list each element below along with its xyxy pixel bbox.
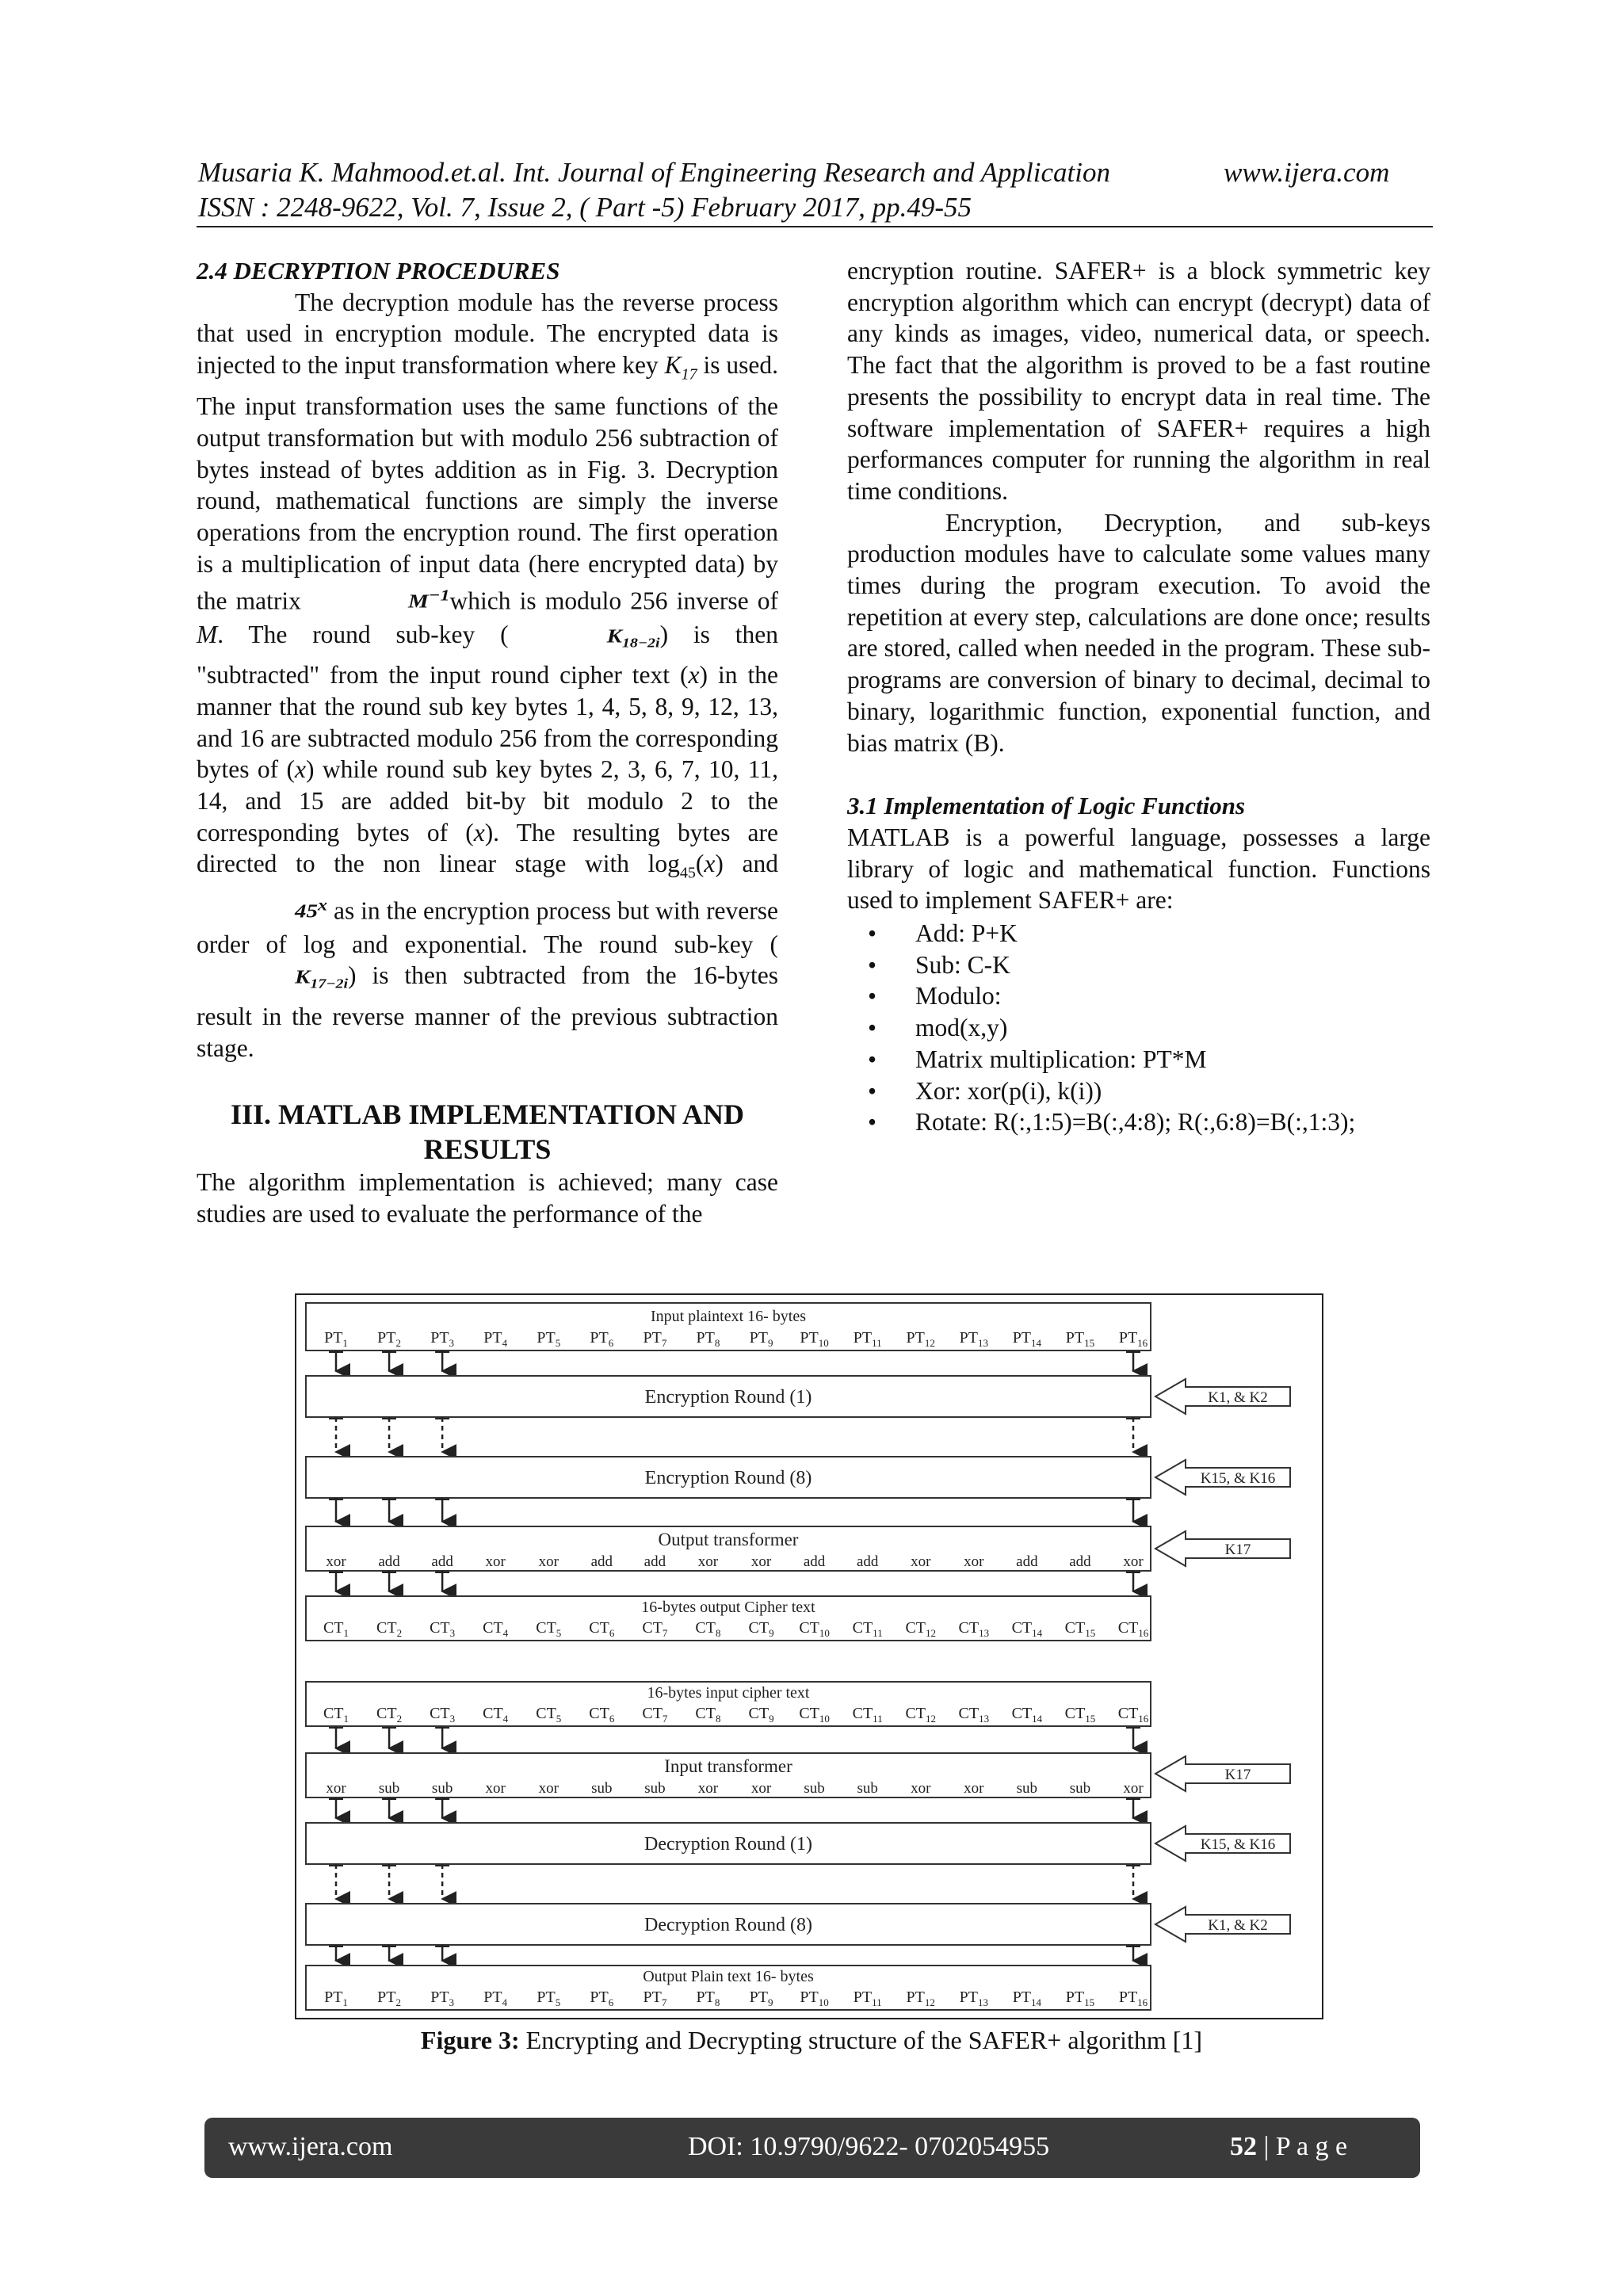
matlab-paragraph-1-text: The algorithm implementation is achieved; many case studies are used to evaluate the performance of the xyxy=(197,1168,778,1228)
key-k17-output: K17 xyxy=(1224,1541,1251,1558)
input-op-label: sub xyxy=(644,1780,666,1797)
cipher-input-byte-label: $CT_1$ xyxy=(323,1705,349,1725)
input-op-label: sub xyxy=(804,1780,825,1797)
output-op-label: xor xyxy=(538,1553,559,1570)
input-op-label: xor xyxy=(485,1780,506,1797)
output-op-label: add xyxy=(1069,1553,1091,1570)
page-footer xyxy=(204,2118,1420,2178)
output-op-label: xor xyxy=(1123,1553,1144,1570)
decryption-round-1-label: Decryption Round (1) xyxy=(644,1834,812,1855)
plaintext-byte-label: $PT_7$ xyxy=(643,1329,667,1349)
matlab-paragraph-1 xyxy=(197,1167,778,1229)
input-transformer-label: Input transformer xyxy=(664,1756,792,1776)
input-op-label: sub xyxy=(431,1780,453,1797)
plaintext-output-byte-label: $PT_{13}$ xyxy=(959,1988,988,2008)
list-item: • Rotate: R(:,1:5)=B(:,4:8); R(:,6:8)=B(:,1:3); xyxy=(847,1106,1430,1138)
plaintext-output-byte-label: $PT_8$ xyxy=(696,1988,720,2008)
input-op-label: xor xyxy=(326,1780,346,1797)
input-op-label: sub xyxy=(1069,1780,1091,1797)
cipher-byte-label: $CT_{13}$ xyxy=(958,1619,990,1639)
cipher-input-byte-label: $CT_9$ xyxy=(748,1705,774,1725)
cipher-input-byte-label: $CT_{12}$ xyxy=(905,1705,937,1725)
input-op-label: sub xyxy=(591,1780,613,1797)
plaintext-output-byte-label: $PT_{14}$ xyxy=(1012,1988,1042,2008)
header-divider xyxy=(197,226,1433,227)
matrix-inverse-symbol: $M^{-1}$ xyxy=(408,586,450,613)
key-k17-output-arrow xyxy=(1155,1531,1290,1566)
matlab-paragraph-1-continued: encryption routine. SAFER+ is a block symmetric key encryption algorithm which can encrypt (decrypt) data of any kinds as images, video, numerical data, or speech. The fact that the algorithm is proved to be a fast routine presents the possibility to encrypt data in real time. The software implementation of SAFER+ requires a high performances computer for running the algorithm in real time conditions. xyxy=(847,257,1430,505)
plaintext-byte-label: $PT_8$ xyxy=(696,1329,720,1349)
output-op-label: add xyxy=(856,1553,879,1570)
output-op-label: xor xyxy=(911,1553,931,1570)
cipher-input-byte-label: $CT_6$ xyxy=(589,1705,615,1725)
cipher-input-byte-label: $CT_3$ xyxy=(430,1705,456,1725)
plaintext-byte-label: $PT_5$ xyxy=(537,1329,561,1349)
plaintext-byte-label: $PT_{16}$ xyxy=(1118,1329,1148,1349)
output-op-label: add xyxy=(643,1553,666,1570)
plaintext-output-byte-label: $PT_7$ xyxy=(643,1988,667,2008)
input-op-label: sub xyxy=(1016,1780,1038,1797)
subkey-18-symbol: $K_{18-2i}$ xyxy=(606,625,660,651)
input-op-label: sub xyxy=(857,1780,878,1797)
header-issn: ISSN : 2248-9622, Vol. 7, Issue 2, ( Part -5) February 2017, pp.49-55 xyxy=(198,192,972,223)
figure-caption xyxy=(0,2026,1623,2055)
plaintext-output-byte-label: $PT_3$ xyxy=(430,1988,455,2008)
input-op-label: xor xyxy=(1123,1780,1144,1797)
list-item: • mod(x,y) xyxy=(847,1012,1430,1044)
cipher-byte-label: $CT_1$ xyxy=(323,1619,349,1639)
output-op-label: xor xyxy=(750,1553,772,1570)
input-op-label: xor xyxy=(750,1780,772,1797)
footer-website[interactable]: www.ijera.com xyxy=(228,2132,393,2161)
output-op-label: add xyxy=(1016,1553,1038,1570)
input-op-label: xor xyxy=(538,1780,559,1797)
input-op-label: xor xyxy=(964,1780,984,1797)
cipher-input-byte-label: $CT_7$ xyxy=(642,1705,668,1725)
cipher-byte-label: $CT_4$ xyxy=(483,1619,509,1639)
cipher-input-byte-label: $CT_{14}$ xyxy=(1011,1705,1043,1725)
output-op-label: xor xyxy=(697,1553,719,1570)
footer-page-number: 52 xyxy=(1230,2132,1257,2161)
plaintext-byte-label: $PT_3$ xyxy=(430,1329,455,1349)
plaintext-byte-label: $PT_{13}$ xyxy=(959,1329,988,1349)
cipher-byte-label: $CT_3$ xyxy=(430,1619,456,1639)
footer-page-word: | P a g e xyxy=(1263,2132,1348,2161)
output-op-label: add xyxy=(431,1553,453,1570)
cipher-byte-label: $CT_9$ xyxy=(748,1619,774,1639)
cipher-byte-label: $CT_7$ xyxy=(642,1619,668,1639)
cipher-input-byte-label: $CT_4$ xyxy=(483,1705,509,1725)
plaintext-byte-label: $PT_{15}$ xyxy=(1065,1329,1095,1349)
list-item: • Xor: xor(p(i), k(i)) xyxy=(847,1075,1430,1107)
key-k17-input-arrow xyxy=(1155,1756,1290,1791)
cipher-byte-label: $CT_8$ xyxy=(695,1619,721,1639)
plaintext-byte-label: $PT_9$ xyxy=(749,1329,773,1349)
cipher-byte-label: $CT_5$ xyxy=(536,1619,562,1639)
cipher-byte-label: $CT_{15}$ xyxy=(1064,1619,1096,1639)
cipher-byte-label: $CT_{16}$ xyxy=(1117,1619,1149,1639)
figure-3-diagram xyxy=(295,1293,1323,2019)
output-op-label: add xyxy=(378,1553,400,1570)
plaintext-byte-label: $PT_{12}$ xyxy=(906,1329,935,1349)
plaintext-output-byte-label: $PT_{10}$ xyxy=(800,1988,829,2008)
key-k17-input: K17 xyxy=(1224,1767,1251,1783)
cipher-input-byte-label: $CT_5$ xyxy=(536,1705,562,1725)
input-op-label: xor xyxy=(697,1780,719,1797)
plaintext-output-byte-label: $PT_{16}$ xyxy=(1118,1988,1148,2008)
plaintext-output-byte-label: $PT_6$ xyxy=(590,1988,614,2008)
output-op-label: xor xyxy=(485,1553,506,1570)
key-k1-k2: K1, & K2 xyxy=(1208,1389,1268,1406)
key-k15-k16-dec: K15, & K16 xyxy=(1200,1836,1276,1853)
plaintext-output-title: Output Plain text 16- bytes xyxy=(643,1968,814,1985)
cipher-input-byte-label: $CT_{11}$ xyxy=(852,1705,883,1725)
cipher-byte-label: $CT_{12}$ xyxy=(905,1619,937,1639)
logic-functions-list xyxy=(847,918,1430,1138)
input-op-label: xor xyxy=(911,1780,931,1797)
decryption-round-8-label: Decryption Round (8) xyxy=(644,1915,812,1935)
section-heading-3-1: 3.1 Implementation of Logic Functions xyxy=(847,792,1246,820)
plaintext-output-byte-label: $PT_{15}$ xyxy=(1065,1988,1095,2008)
plaintext-byte-label: $PT_4$ xyxy=(483,1329,508,1349)
plaintext-output-byte-label: $PT_2$ xyxy=(377,1988,401,2008)
cipher-byte-label: $CT_6$ xyxy=(589,1619,615,1639)
header-citation: Musaria K. Mahmood.et.al. Int. Journal of Engineering Research and Application xyxy=(198,157,1110,188)
output-op-label: add xyxy=(803,1553,826,1570)
output-op-label: xor xyxy=(326,1553,346,1570)
caption-text: Encrypting and Decrypting structure of the SAFER+ algorithm [1] xyxy=(525,2026,1203,2054)
plaintext-output-byte-label: $PT_4$ xyxy=(483,1988,508,2008)
cipher-input-byte-label: $CT_{15}$ xyxy=(1064,1705,1096,1725)
plaintext-output-byte-label: $PT_{11}$ xyxy=(853,1988,882,2008)
section-heading-2-4: 2.4 DECRYPTION PROCEDURES xyxy=(197,257,560,285)
plaintext-byte-label: $PT_{11}$ xyxy=(853,1329,882,1349)
matlab-paragraph-2: Encryption, Decryption, and sub-keys production modules have to calculate some values many times during the program execution. To avoid the repetition at every step, calculations are done once; results are stored, called when needed in the program. These sub-programs are conversion of binary to decimal, decimal to binary, logarithmic function, exponential function, and bias matrix (B). xyxy=(847,508,1430,757)
cipher-byte-label: $CT_2$ xyxy=(376,1619,403,1639)
cipher-input-byte-label: $CT_{16}$ xyxy=(1117,1705,1149,1725)
plaintext-byte-label: $PT_{10}$ xyxy=(800,1329,829,1349)
cipher-byte-label: $CT_{10}$ xyxy=(799,1619,830,1639)
journal-header xyxy=(198,155,1110,190)
cipher-input-title: 16-bytes input cipher text xyxy=(647,1684,810,1702)
cipher-input-byte-label: $CT_2$ xyxy=(376,1705,403,1725)
encryption-round-8-label: Encryption Round (8) xyxy=(644,1468,812,1488)
logic-functions-intro: MATLAB is a powerful language, possesses a large library of logic and mathematical function. Functions used to implement SAFER+ are: xyxy=(847,823,1430,915)
right-column xyxy=(847,255,1430,1138)
cipher-input-byte-label: $CT_{13}$ xyxy=(958,1705,990,1725)
key-k1-k2-dec: K1, & K2 xyxy=(1208,1917,1268,1934)
subkey-17-symbol: $K_{17-2i}$ xyxy=(295,966,349,992)
header-website[interactable]: www.ijera.com xyxy=(1224,157,1390,188)
input-op-label: sub xyxy=(378,1780,400,1797)
output-transformer-label: Output transformer xyxy=(658,1530,799,1549)
decryption-paragraph: The decryption module has the reverse process that used in encryption module. The encrypted data is injected to the input transformation where key $K_{17}$ is used. The input transformation uses the same functions of the output transformation but with modulo 256 subtraction of bytes instead of bytes addition as in Fig. 3. Decryption round, mathematical functions are simply the inverse operations from the encryption round. The first operation is a multiplication of input data (here encrypted data) by the matrix $M^{-1}which$ is modulo 256 inverse of M. The round sub-key ( $K_{18-2i}$) is then "subtracted" from the input round cipher text (x) in the manner that the round sub key bytes 1, 4, 5, 8, 9, 12, 13, and 16 are subtracted modulo 256 from the corresponding bytes of (x) while round sub key bytes 2, 3, 6, 7, 10, 11, 14, and 15 are added bit-by bit modulo 2 to the corresponding bytes of (x). The resulting bytes are directed to the non linear stage with $\log_{45}(x)$ and 45$^x$ as in the encryption process but with reverse order of log and exponential. The round sub-key $(K_{17-2i})$ is then subtracted from the 16-bytes result in the reverse manner of the previous subtraction stage. xyxy=(197,288,779,1062)
cipher-input-byte-label: $CT_8$ xyxy=(695,1705,721,1725)
footer-doi: DOI: 10.9790/9622- 0702054955 xyxy=(688,2132,1050,2161)
cipher-byte-label: $CT_{11}$ xyxy=(852,1619,883,1639)
exp-45x-symbol: 45$^x$ xyxy=(295,896,328,923)
output-op-label: add xyxy=(590,1553,613,1570)
plaintext-output-byte-label: $PT_1$ xyxy=(324,1988,348,2008)
plaintext-byte-label: $PT_2$ xyxy=(377,1329,401,1349)
list-item: • Sub: C-K xyxy=(847,949,1430,981)
plaintext-byte-label: $PT_6$ xyxy=(590,1329,614,1349)
plaintext-output-byte-label: $PT_{12}$ xyxy=(906,1988,935,2008)
caption-label: Figure 3: xyxy=(420,2026,520,2054)
plaintext-byte-label: $PT_{14}$ xyxy=(1012,1329,1042,1349)
list-item: • Modulo: xyxy=(847,980,1430,1012)
key-k15-k16: K15, & K16 xyxy=(1200,1470,1276,1487)
cipher-byte-label: $CT_{14}$ xyxy=(1011,1619,1043,1639)
plaintext-input-title: Input plaintext 16- bytes xyxy=(650,1308,807,1325)
list-item: • Matrix multiplication: PT*M xyxy=(847,1044,1430,1075)
encryption-round-1-label: Encryption Round (1) xyxy=(644,1387,812,1408)
list-item: • Add: P+K xyxy=(847,918,1430,949)
cipher-output-title: 16-bytes output Cipher text xyxy=(641,1599,815,1616)
left-column xyxy=(197,255,778,1230)
plaintext-output-byte-label: $PT_5$ xyxy=(537,1988,561,2008)
plaintext-output-byte-label: $PT_9$ xyxy=(749,1988,773,2008)
cipher-input-byte-label: $CT_{10}$ xyxy=(799,1705,830,1725)
section-heading-3: III. MATLAB IMPLEMENTATION AND RESULTS xyxy=(230,1098,745,1166)
plaintext-byte-label: $PT_1$ xyxy=(324,1329,348,1349)
output-op-label: xor xyxy=(964,1553,984,1570)
